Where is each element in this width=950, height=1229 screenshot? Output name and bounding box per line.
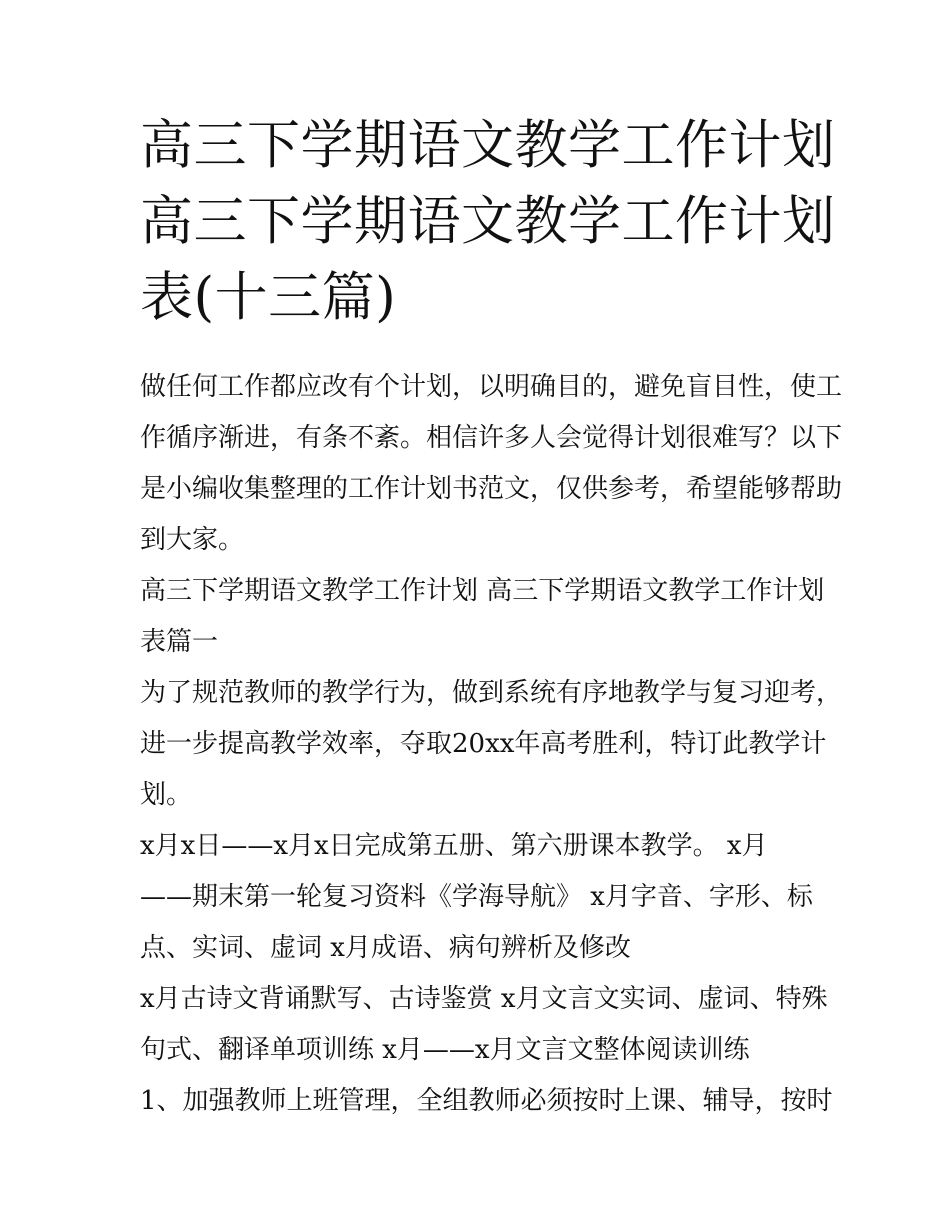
schedule-paragraph	[140, 974, 828, 1076]
text-line: 进一步提高教学效率，夺取20xx年高考胜利，特订此教学计	[140, 729, 827, 759]
document-title	[140, 108, 836, 336]
text-line: 句式、翻译单项训练 x月——x月文言文整体阅读训练	[140, 1035, 750, 1065]
text-line: 做任何工作都应改有个计划，以明确目的，避免盲目性，使工	[140, 372, 843, 402]
text-line: 作循序渐进，有条不紊。相信许多人会觉得计划很难写？以下	[140, 423, 843, 453]
title-line: 高三下学期语文教学工作计划	[140, 191, 836, 252]
text-line: x月古诗文背诵默写、古诗鉴赏 x月文言文实词、虚词、特殊	[140, 984, 828, 1014]
intro-paragraph	[140, 362, 843, 566]
title-line: 表(十三篇)	[140, 267, 397, 328]
text-line: 到大家。	[140, 525, 245, 555]
measures-paragraph	[140, 1076, 833, 1127]
text-line: ——期末第一轮复习资料《学海导航》 x月字音、字形、标	[140, 882, 813, 912]
text-line: 为了规范教师的教学行为，做到系统有序地教学与复习迎考，	[140, 678, 843, 708]
document-page	[140, 108, 843, 1127]
text-line: 划。	[140, 780, 193, 810]
section-heading	[140, 566, 825, 668]
document-body	[140, 362, 843, 1127]
text-line: 点、实词、虚词 x月成语、病句辨析及修改	[140, 933, 631, 963]
text-line: 1、加强教师上班管理，全组教师必须按时上课、辅导，按时	[140, 1086, 833, 1116]
text-line: 表篇一	[140, 627, 219, 657]
purpose-paragraph	[140, 668, 843, 821]
text-line: 是小编收集整理的工作计划书范文，仅供参考，希望能够帮助	[140, 474, 843, 504]
text-line: 高三下学期语文教学工作计划 高三下学期语文教学工作计划	[140, 576, 825, 606]
text-line: x月x日——x月x日完成第五册、第六册课本教学。 x月	[140, 831, 768, 861]
schedule-paragraph	[140, 821, 820, 974]
title-line: 高三下学期语文教学工作计划	[140, 115, 836, 176]
